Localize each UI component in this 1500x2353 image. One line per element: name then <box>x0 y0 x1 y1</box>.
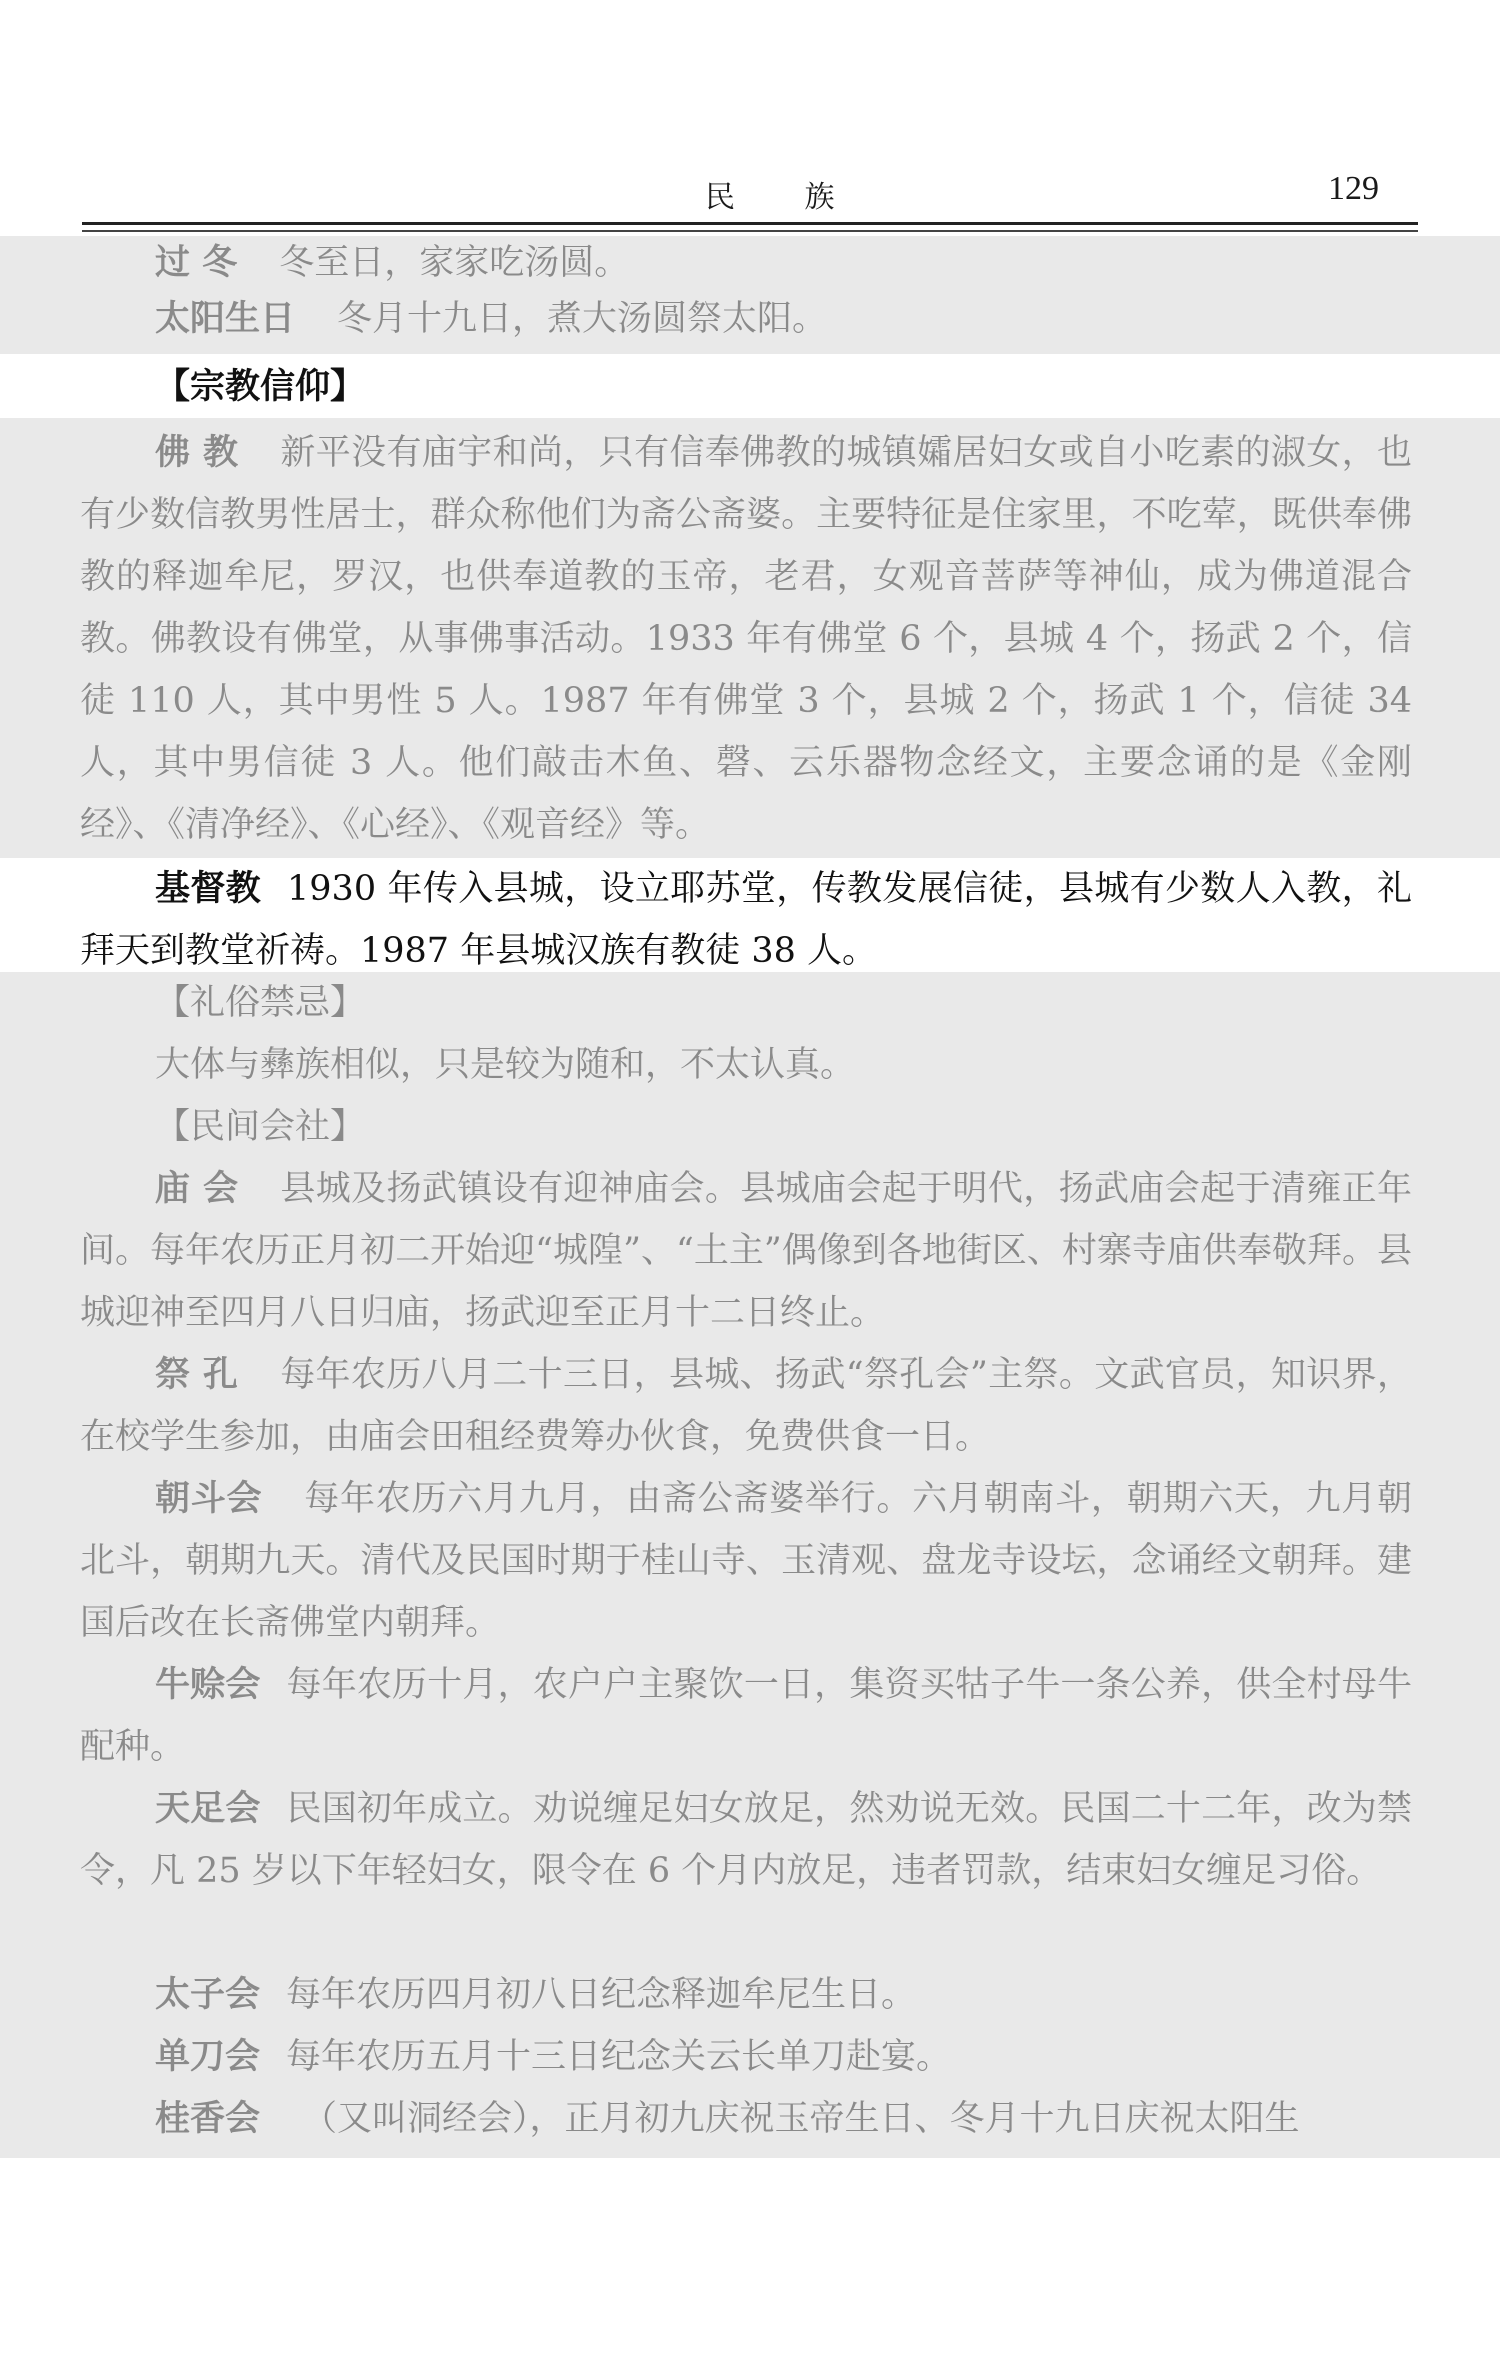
entry-miaohui <box>80 1158 1412 1344</box>
entry-dandao <box>155 2026 951 2088</box>
entry-text: 民国初年成立。劝说缠足妇女放足，然劝说无效。民国二十二年，改为禁令，凡 25 岁以下年轻妇女，限令在 6 个月内放足，违者罚款，结束妇女缠足习俗。 <box>80 1789 1412 1891</box>
entry-text: （又叫洞经会），正月初九庆祝玉帝生日、冬月十九日庆祝太阳生 <box>302 2099 1300 2139</box>
entry-tianzu <box>80 1778 1412 1902</box>
entry-text: 每年农历五月十三日纪念关云长单刀赴宴。 <box>286 2037 952 2077</box>
entry-text: 每年农历八月二十三日，县城、扬武“祭孔会”主祭。文武官员，知识界，在校学生参加，由庙会田租经费筹办伙食，免费供食一日。 <box>80 1355 1412 1457</box>
entry-term: 太子会 <box>155 1975 261 2015</box>
entry-term: 庙 会 <box>155 1169 239 1209</box>
entry-text: 每年农历十月，农户户主聚饮一日，集资买牯子牛一条公养，供全村母牛配种。 <box>80 1665 1412 1767</box>
entry-term: 太阳生日 <box>155 299 296 339</box>
entry-jidu <box>80 858 1412 982</box>
entry-text: 县城及扬武镇设有迎神庙会。县城庙会起于明代，扬武庙会起于清雍正年间。每年农历正月初二开始迎“城隍”、“土主”偶像到各地街区、村寨寺庙供奉敬拜。县城迎神至四月八日归庙，扬武迎至正月十二日终止。 <box>80 1169 1412 1333</box>
shaded-band <box>0 418 1500 858</box>
entry-term: 朝斗会 <box>155 1479 263 1519</box>
entry-guodong <box>155 232 629 294</box>
entry-chaodou <box>80 1468 1412 1654</box>
taboo-text: 大体与彝族相似，只是较为随和，不太认真。 <box>155 1045 856 1085</box>
entry-text: 冬至日，家家吃汤圆。 <box>279 243 630 283</box>
running-head: 民 族 <box>705 180 865 215</box>
entry-term: 天足会 <box>155 1789 261 1829</box>
entry-text: 每年农历四月初八日纪念释迦牟尼生日。 <box>286 1975 917 2015</box>
entry-taizi <box>155 1964 916 2026</box>
shaded-band <box>0 236 1500 354</box>
section-heading-taboo <box>155 972 365 1034</box>
entry-jikong <box>80 1344 1412 1468</box>
entry-term: 单刀会 <box>155 2037 261 2077</box>
entry-text: 冬月十九日，煮大汤圆祭太阳。 <box>337 299 828 339</box>
entry-term: 牛赊会 <box>155 1665 261 1705</box>
entry-niuzhuan <box>80 1654 1412 1778</box>
clear-band <box>0 354 1500 418</box>
entry-term: 基督教 <box>155 869 262 909</box>
entry-fojiao <box>80 422 1412 856</box>
entry-text: 每年农历六月九月，由斋公斋婆举行。六月朝南斗，朝期六天，九月朝北斗，朝期九天。清代及民国时期于桂山寺、玉清观、盘龙寺设坛，念诵经文朝拜。建国后改在长斋佛堂内朝拜。 <box>80 1479 1412 1643</box>
header-rule-thick <box>82 222 1418 225</box>
page-number: 129 <box>1328 170 1379 207</box>
entry-term: 佛 教 <box>155 433 239 473</box>
clear-band <box>0 858 1500 982</box>
section-title: 【礼俗禁忌】 <box>155 983 366 1023</box>
entry-guixiang <box>155 2088 1300 2150</box>
shaded-band <box>0 972 1500 2158</box>
entry-text: 1930 年传入县城，设立耶苏堂，传教发展信徒，县城有少数人入教，礼拜天到教堂祈祷。1987 年县城汉族有教徒 38 人。 <box>80 869 1412 971</box>
entry-text: 新平没有庙宇和尚，只有信奉佛教的城镇孀居妇女或自小吃素的淑女，也有少数信教男性居士，群众称他们为斋公斋婆。主要特征是住家里，不吃荤，既供奉佛教的释迦牟尼，罗汉，也供奉道教的玉帝，老君，女观音菩萨等神仙，成为佛道混合教。佛教设有佛堂，从事佛事活动。1933 年有佛堂 6 个，县城 4 个，扬武 2 个，信徒 110 人，其中男性 5 人。1987 年有佛堂 3 个，县城 2 个，扬武 1 个，信徒 34 人，其中男信徒 3 人。他们敲击木鱼、磬、云乐器物念经文，主要念诵的是《金刚经》、《清净经》、《心经》、《观音经》等。 <box>80 433 1412 845</box>
page-header <box>0 0 1500 240</box>
entry-term: 过 冬 <box>155 243 238 283</box>
section-heading-religion <box>155 356 365 418</box>
section-title: 【民间会社】 <box>155 1107 366 1147</box>
section-heading-society <box>155 1096 365 1158</box>
entry-term: 桂香会 <box>155 2099 261 2139</box>
section-title: 【宗教信仰】 <box>155 367 366 407</box>
entry-taiyang <box>155 288 827 350</box>
entry-term: 祭 孔 <box>155 1355 239 1395</box>
